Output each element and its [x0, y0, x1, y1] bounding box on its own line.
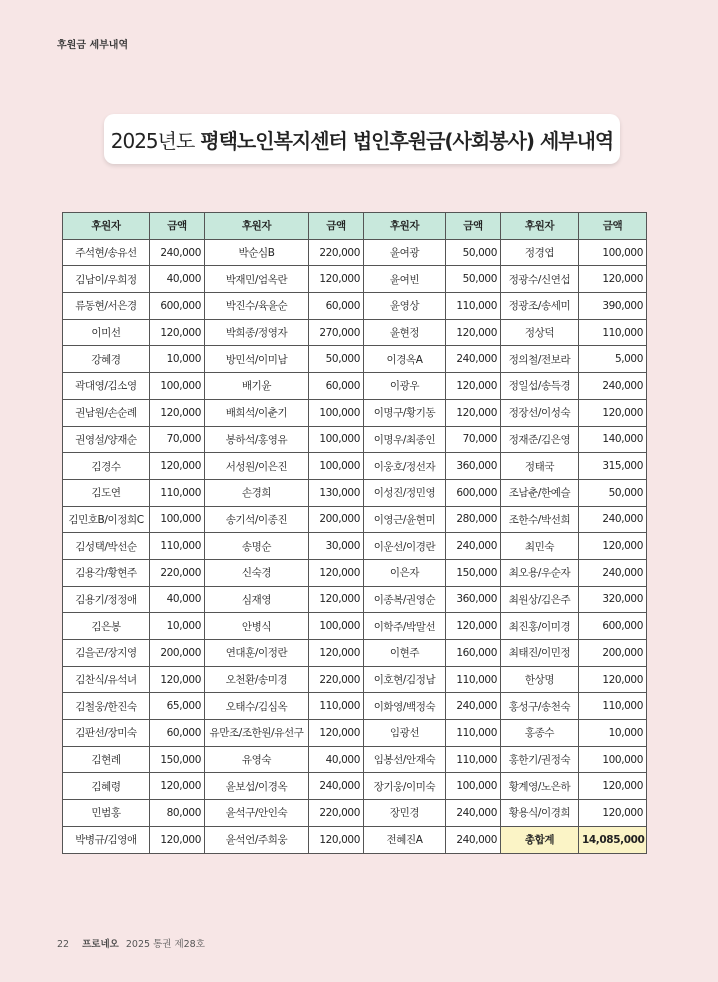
amount-cell: 120,000: [579, 399, 647, 426]
table-row: [63, 479, 647, 506]
donor-name-cell: 김혜령: [63, 773, 150, 800]
amount-cell: 120,000: [150, 826, 205, 853]
amount-cell: 120,000: [309, 586, 364, 613]
amount-cell: 110,000: [446, 666, 501, 693]
amount-cell: 120,000: [150, 453, 205, 480]
donor-name-cell: 배희석/이춘기: [205, 399, 309, 426]
amount-cell: 200,000: [309, 506, 364, 533]
amount-cell: 120,000: [150, 319, 205, 346]
amount-cell: 280,000: [446, 506, 501, 533]
donor-name-cell: 정태국: [501, 453, 579, 480]
table-row: [63, 559, 647, 586]
donor-name-cell: 이미선: [63, 319, 150, 346]
table-row: [63, 293, 647, 320]
table-row: [63, 640, 647, 667]
donor-name-cell: 강혜경: [63, 346, 150, 373]
page-title-year: 2025년도: [110, 128, 195, 153]
donor-name-cell: 박희종/정영자: [205, 319, 309, 346]
donor-name-cell: 정일섭/송득경: [501, 373, 579, 400]
amount-cell: 100,000: [309, 453, 364, 480]
column-header-amount: 금액: [309, 213, 364, 240]
column-header-donor: 후원자: [63, 213, 150, 240]
donor-name-cell: 한상명: [501, 666, 579, 693]
donor-name-cell: 박재민/엄옥란: [205, 266, 309, 293]
amount-cell: 220,000: [309, 666, 364, 693]
table-row: [63, 720, 647, 747]
donor-name-cell: 홍한기/권정숙: [501, 746, 579, 773]
amount-cell: 120,000: [579, 533, 647, 560]
amount-cell: 320,000: [579, 586, 647, 613]
amount-cell: 240,000: [579, 559, 647, 586]
table-row: [63, 666, 647, 693]
donor-name-cell: 심재영: [205, 586, 309, 613]
amount-cell: 600,000: [446, 479, 501, 506]
amount-cell: 100,000: [579, 239, 647, 266]
amount-cell: 10,000: [150, 346, 205, 373]
amount-cell: 110,000: [579, 319, 647, 346]
amount-cell: 160,000: [446, 640, 501, 667]
amount-cell: 40,000: [150, 266, 205, 293]
amount-cell: 130,000: [309, 479, 364, 506]
donor-name-cell: 홍종수: [501, 720, 579, 747]
table-row: [63, 426, 647, 453]
column-header-amount: 금액: [446, 213, 501, 240]
amount-cell: 240,000: [446, 346, 501, 373]
amount-cell: 150,000: [150, 746, 205, 773]
amount-cell: 600,000: [579, 613, 647, 640]
amount-cell: 220,000: [309, 239, 364, 266]
amount-cell: 100,000: [150, 506, 205, 533]
table-row: [63, 399, 647, 426]
page-footer: [57, 936, 205, 950]
amount-cell: 120,000: [309, 640, 364, 667]
column-header-amount: 금액: [579, 213, 647, 240]
donor-name-cell: 임봉선/안재숙: [364, 746, 446, 773]
amount-cell: 240,000: [579, 373, 647, 400]
amount-cell: 70,000: [446, 426, 501, 453]
amount-cell: 65,000: [150, 693, 205, 720]
donor-name-cell: 이호현/김정남: [364, 666, 446, 693]
table-row: [63, 453, 647, 480]
donor-name-cell: 최오용/우순자: [501, 559, 579, 586]
amount-cell: 110,000: [309, 693, 364, 720]
donor-name-cell: 박진수/육윤순: [205, 293, 309, 320]
amount-cell: 220,000: [309, 800, 364, 827]
amount-cell: 30,000: [309, 533, 364, 560]
table-row: [63, 239, 647, 266]
amount-cell: 120,000: [446, 399, 501, 426]
donor-name-cell: 황계영/노은하: [501, 773, 579, 800]
donor-name-cell: 이은자: [364, 559, 446, 586]
donor-name-cell: 윤석언/주희웅: [205, 826, 309, 853]
donor-name-cell: 정재준/김은영: [501, 426, 579, 453]
donor-name-cell: 안병식: [205, 613, 309, 640]
table-row: [63, 346, 647, 373]
issue-label: 2025 통권 제28호: [125, 939, 205, 950]
amount-cell: 120,000: [446, 319, 501, 346]
amount-cell: 360,000: [446, 586, 501, 613]
table-row: [63, 693, 647, 720]
grand-total-label: 총합계: [501, 826, 579, 853]
amount-cell: 315,000: [579, 453, 647, 480]
page-title-box: [104, 114, 620, 164]
donor-name-cell: 이경옥A: [364, 346, 446, 373]
amount-cell: 40,000: [309, 746, 364, 773]
amount-cell: 150,000: [446, 559, 501, 586]
amount-cell: 120,000: [579, 666, 647, 693]
donor-name-cell: 이학주/박말선: [364, 613, 446, 640]
donor-name-cell: 유만조/조한원/유선구: [205, 720, 309, 747]
amount-cell: 120,000: [579, 266, 647, 293]
donor-name-cell: 송기석/이종진: [205, 506, 309, 533]
amount-cell: 120,000: [579, 800, 647, 827]
amount-cell: 220,000: [150, 559, 205, 586]
amount-cell: 50,000: [446, 266, 501, 293]
donor-name-cell: 오태수/김심옥: [205, 693, 309, 720]
donor-name-cell: 김성택/박선순: [63, 533, 150, 560]
donor-name-cell: 연대훈/이정란: [205, 640, 309, 667]
donor-name-cell: 김은봉: [63, 613, 150, 640]
table-header-row: [63, 213, 647, 240]
table-row: [63, 773, 647, 800]
donor-name-cell: 김용각/황현주: [63, 559, 150, 586]
donor-name-cell: 정장선/이성숙: [501, 399, 579, 426]
donor-name-cell: 최진홍/이미경: [501, 613, 579, 640]
amount-cell: 120,000: [579, 773, 647, 800]
amount-cell: 10,000: [150, 613, 205, 640]
amount-cell: 70,000: [150, 426, 205, 453]
donor-name-cell: 민범홍: [63, 800, 150, 827]
donor-name-cell: 윤여광: [364, 239, 446, 266]
page-title: 평택노인복지센터 법인후원금(사회봉사) 세부내역: [200, 128, 614, 153]
donor-name-cell: 주석현/송유선: [63, 239, 150, 266]
column-header-donor: 후원자: [364, 213, 446, 240]
donor-name-cell: 윤현정: [364, 319, 446, 346]
amount-cell: 110,000: [150, 533, 205, 560]
donor-name-cell: 조한수/박선희: [501, 506, 579, 533]
amount-cell: 360,000: [446, 453, 501, 480]
amount-cell: 120,000: [446, 613, 501, 640]
donor-name-cell: 정의철/전보라: [501, 346, 579, 373]
donor-name-cell: 방민석/이미남: [205, 346, 309, 373]
donor-name-cell: 이명우/최종인: [364, 426, 446, 453]
table-row: [63, 506, 647, 533]
donor-name-cell: 송명순: [205, 533, 309, 560]
amount-cell: 100,000: [309, 613, 364, 640]
donor-name-cell: 김현례: [63, 746, 150, 773]
column-header-donor: 후원자: [205, 213, 309, 240]
donor-name-cell: 정광수/신연섭: [501, 266, 579, 293]
table-row: [63, 800, 647, 827]
amount-cell: 60,000: [309, 373, 364, 400]
amount-cell: 110,000: [446, 293, 501, 320]
table-row: [63, 533, 647, 560]
table-row: [63, 613, 647, 640]
donor-name-cell: 임광선: [364, 720, 446, 747]
amount-cell: 120,000: [309, 826, 364, 853]
donor-name-cell: 봉하석/홍영유: [205, 426, 309, 453]
donor-name-cell: 김민호B/이정희C: [63, 506, 150, 533]
donor-name-cell: 정광조/송세미: [501, 293, 579, 320]
amount-cell: 5,000: [579, 346, 647, 373]
donor-name-cell: 윤석구/안인숙: [205, 800, 309, 827]
donor-name-cell: 권남원/손순례: [63, 399, 150, 426]
donor-name-cell: 곽대영/김소영: [63, 373, 150, 400]
amount-cell: 50,000: [579, 479, 647, 506]
donor-name-cell: 이광우: [364, 373, 446, 400]
amount-cell: 240,000: [150, 239, 205, 266]
donor-name-cell: 박병규/김영애: [63, 826, 150, 853]
amount-cell: 110,000: [150, 479, 205, 506]
donor-name-cell: 장기웅/이미숙: [364, 773, 446, 800]
donor-name-cell: 신숙경: [205, 559, 309, 586]
grand-total-value: 14,085,000: [579, 826, 647, 853]
amount-cell: 390,000: [579, 293, 647, 320]
table-row: [63, 373, 647, 400]
donor-name-cell: 김도연: [63, 479, 150, 506]
donor-name-cell: 김경수: [63, 453, 150, 480]
donor-name-cell: 이웅호/정선자: [364, 453, 446, 480]
donor-name-cell: 박순심B: [205, 239, 309, 266]
amount-cell: 120,000: [150, 399, 205, 426]
donor-name-cell: 이명구/황기동: [364, 399, 446, 426]
donor-name-cell: 배기윤: [205, 373, 309, 400]
amount-cell: 140,000: [579, 426, 647, 453]
amount-cell: 120,000: [446, 373, 501, 400]
donor-name-cell: 윤여빈: [364, 266, 446, 293]
donor-name-cell: 이화영/백정숙: [364, 693, 446, 720]
donor-name-cell: 장민경: [364, 800, 446, 827]
donor-name-cell: 김판선/장미숙: [63, 720, 150, 747]
table-row: [63, 266, 647, 293]
amount-cell: 100,000: [150, 373, 205, 400]
amount-cell: 200,000: [579, 640, 647, 667]
amount-cell: 120,000: [150, 666, 205, 693]
table-row: [63, 586, 647, 613]
amount-cell: 240,000: [446, 800, 501, 827]
section-label: 후원금 세부내역: [57, 40, 129, 51]
amount-cell: 120,000: [309, 266, 364, 293]
amount-cell: 240,000: [446, 826, 501, 853]
donor-name-cell: 권영설/양재순: [63, 426, 150, 453]
column-header-donor: 후원자: [501, 213, 579, 240]
amount-cell: 50,000: [309, 346, 364, 373]
donor-name-cell: 윤보섭/이경옥: [205, 773, 309, 800]
amount-cell: 100,000: [446, 773, 501, 800]
donor-name-cell: 정경엽: [501, 239, 579, 266]
column-header-amount: 금액: [150, 213, 205, 240]
magazine-name: 프로네오: [82, 939, 119, 950]
donor-name-cell: 류동현/서은경: [63, 293, 150, 320]
donor-name-cell: 김철웅/한진숙: [63, 693, 150, 720]
amount-cell: 100,000: [309, 426, 364, 453]
donor-name-cell: 최민숙: [501, 533, 579, 560]
donor-name-cell: 오천환/송미경: [205, 666, 309, 693]
donor-name-cell: 조남춘/한예슬: [501, 479, 579, 506]
amount-cell: 110,000: [446, 746, 501, 773]
donor-name-cell: 최원상/김은주: [501, 586, 579, 613]
amount-cell: 600,000: [150, 293, 205, 320]
amount-cell: 240,000: [309, 773, 364, 800]
amount-cell: 80,000: [150, 800, 205, 827]
donor-name-cell: 정상덕: [501, 319, 579, 346]
amount-cell: 240,000: [579, 506, 647, 533]
table-row: [63, 319, 647, 346]
donor-name-cell: 황용식/이경희: [501, 800, 579, 827]
amount-cell: 200,000: [150, 640, 205, 667]
amount-cell: 120,000: [309, 559, 364, 586]
donor-name-cell: 최태진/이민정: [501, 640, 579, 667]
amount-cell: 100,000: [309, 399, 364, 426]
amount-cell: 60,000: [150, 720, 205, 747]
amount-cell: 60,000: [309, 293, 364, 320]
donor-name-cell: 손경희: [205, 479, 309, 506]
donor-name-cell: 윤영상: [364, 293, 446, 320]
amount-cell: 270,000: [309, 319, 364, 346]
amount-cell: 100,000: [579, 746, 647, 773]
donor-name-cell: 이영근/윤현미: [364, 506, 446, 533]
donor-name-cell: 이운선/이경란: [364, 533, 446, 560]
amount-cell: 240,000: [446, 533, 501, 560]
table-body: [63, 239, 647, 853]
donor-name-cell: 김을곤/장지영: [63, 640, 150, 667]
donor-table: [62, 212, 647, 854]
donor-name-cell: 홍성구/송천숙: [501, 693, 579, 720]
page-number: 22: [57, 939, 70, 950]
donor-name-cell: 김용기/정정애: [63, 586, 150, 613]
donor-name-cell: 김찬식/유석녀: [63, 666, 150, 693]
amount-cell: 120,000: [150, 773, 205, 800]
donor-name-cell: 전혜진A: [364, 826, 446, 853]
amount-cell: 50,000: [446, 239, 501, 266]
amount-cell: 240,000: [446, 693, 501, 720]
donor-name-cell: 김남이/우희정: [63, 266, 150, 293]
amount-cell: 110,000: [579, 693, 647, 720]
table-row: [63, 826, 647, 853]
donor-name-cell: 유영숙: [205, 746, 309, 773]
donor-name-cell: 서성원/이은진: [205, 453, 309, 480]
amount-cell: 10,000: [579, 720, 647, 747]
table-row: [63, 746, 647, 773]
amount-cell: 110,000: [446, 720, 501, 747]
amount-cell: 40,000: [150, 586, 205, 613]
amount-cell: 120,000: [309, 720, 364, 747]
donor-name-cell: 이현주: [364, 640, 446, 667]
donor-name-cell: 이종복/권영순: [364, 586, 446, 613]
donor-name-cell: 이성진/정민영: [364, 479, 446, 506]
